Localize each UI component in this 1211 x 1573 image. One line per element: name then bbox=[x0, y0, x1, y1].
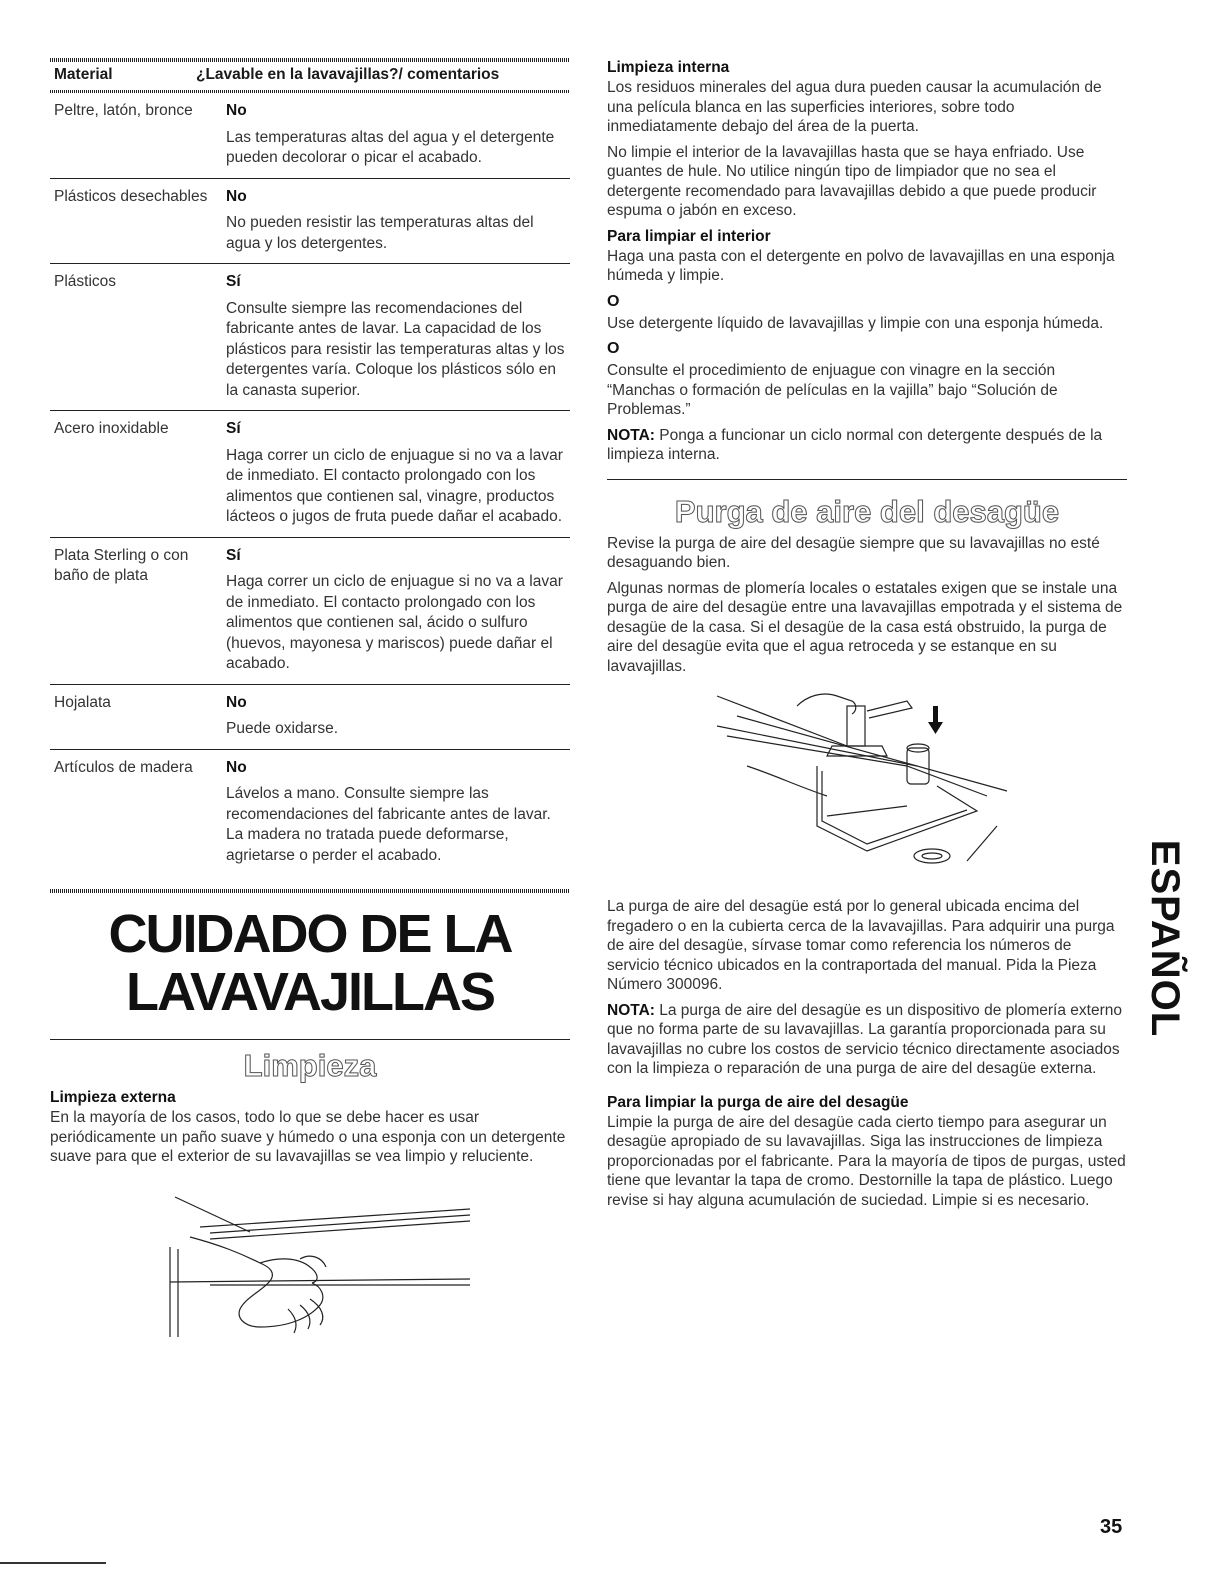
material-comment: No pueden resistir las temperaturas altas del agua y los detergentes. bbox=[226, 214, 534, 252]
washable-verdict: No bbox=[226, 758, 247, 776]
table-row bbox=[50, 750, 570, 876]
right-column bbox=[607, 58, 1127, 1216]
purga-p2: Algunas normas de plomería locales o estatales exigen que se instale una purga de aire del desagüe entre una lavavajillas empotrada y el sistema de desagüe de la casa. Si el desagüe de la casa está obstruido, la purga de aire del desagüe evita que el agua retroceda y se estanque en su lavavajillas. bbox=[607, 579, 1123, 675]
language-side-tab: ESPAÑOL bbox=[1143, 839, 1188, 1037]
main-title bbox=[50, 905, 570, 1021]
clean-air-gap-text: Limpie la purga de aire del desagüe cada cierto tiempo para asegurar un desagüe apropiado de su lavavajillas. Siga las instrucciones de limpieza proporcionadas por el fabricante. Para la mayoría de tipos de purgas, usted tiene que levantar la tapa de cromo. Destornille la tapa de plástico. Luego revise si hay alguna acumulación de suciedad. Limpie si es necesario. bbox=[607, 1113, 1126, 1209]
vinegar-rinse-text: Consulte el procedimiento de enjuague con vinagre en la sección “Manchas o formación de películas en la vajilla” bajo “Solución de Problemas.” bbox=[607, 362, 1058, 418]
main-title-line-1: CUIDADO DE LA bbox=[108, 904, 512, 964]
external-cleaning-heading: Limpieza externa bbox=[50, 1089, 176, 1106]
material-name: Plata Sterling o con baño de plata bbox=[54, 546, 189, 584]
purga-title: Purga de aire del desagüe bbox=[674, 493, 1060, 529]
washable-verdict: No bbox=[226, 102, 247, 119]
or-separator: O bbox=[607, 292, 620, 310]
page-number: 35 bbox=[1100, 1516, 1123, 1538]
washable-verdict: Sí bbox=[226, 546, 241, 564]
internal-note bbox=[607, 426, 1127, 465]
washable-verdict: No bbox=[226, 693, 247, 711]
material-table bbox=[50, 93, 570, 875]
purga-p1: Revise la purga de aire del desagüe siempre que su lavavajillas no esté desaguando bien. bbox=[607, 534, 1100, 571]
left-column bbox=[50, 58, 570, 1362]
material-comment: Haga correr un ciclo de enjuague si no va a lavar de inmediato. El contacto prolongado con los alimentos que contienen sal, ácido o sulfuro (huevos, mayonesa y mariscos) puede dañar el acabado. bbox=[226, 573, 563, 672]
material-comment: Lávelos a mano. Consulte siempre las recomendaciones del fabricante antes de lavar. La madera no tratada puede deformarse, agrietarse o perder el acabado. bbox=[226, 785, 551, 864]
table-row bbox=[50, 179, 570, 265]
main-title-line-2: LAVAVAJILLAS bbox=[125, 962, 494, 1022]
clean-interior-text: Haga una pasta con el detergente en polvo de lavavajillas en una esponja húmeda y limpie. bbox=[607, 247, 1115, 284]
table-row bbox=[50, 411, 570, 538]
material-comment: Puede oxidarse. bbox=[226, 720, 339, 737]
table-row bbox=[50, 264, 570, 411]
material-name: Plásticos bbox=[54, 273, 117, 290]
section-divider bbox=[50, 889, 570, 893]
limpieza-rule bbox=[50, 1039, 570, 1040]
external-cleaning-text: En la mayoría de los casos, todo lo que se debe hacer es usar periódicamente un paño suave y húmedo o una esponja con un detergente suave para que el exterior de su lavavajillas se vea limpio y reluciente. bbox=[50, 1109, 566, 1165]
internal-cleaning-heading: Limpieza interna bbox=[607, 59, 730, 76]
material-comment: Las temperaturas altas del agua y el detergente pueden decolorar o picar el acabado. bbox=[226, 128, 555, 166]
material-name: Acero inoxidable bbox=[54, 420, 169, 437]
material-column-header: Material bbox=[54, 66, 113, 83]
note-text: Ponga a funcionar un ciclo normal con detergente después de la limpieza interna. bbox=[607, 426, 1103, 463]
washable-verdict: Sí bbox=[226, 420, 241, 437]
purga-note bbox=[607, 1001, 1127, 1079]
material-name: Plásticos desechables bbox=[54, 187, 208, 205]
material-name: Hojalata bbox=[54, 693, 111, 711]
material-name: Artículos de madera bbox=[54, 758, 193, 776]
material-name: Peltre, latón, bronce bbox=[54, 102, 193, 119]
liquid-detergent-text: Use detergente líquido de lavavajillas y limpie con una esponja húmeda. bbox=[607, 314, 1104, 332]
air-gap-illustration bbox=[707, 686, 1037, 886]
wiping-illustration bbox=[150, 1187, 510, 1357]
note-label: NOTA: bbox=[607, 426, 655, 444]
purga-p3: La purga de aire del desagüe está por lo general ubicada encima del fregadero o en la cubierta cerca de la lavavajillas. Para adquirir una purga de aire del desagüe, sírvase tomar como referencia los números de servicio técnico ubicados en la contraportada del manual. Pida la Pieza Número 300096. bbox=[607, 898, 1115, 993]
material-comment: Haga correr un ciclo de enjuague si no va a lavar de inmediato. El contacto prolongado con los alimentos que contienen sal, vinagre, productos lácteos o jugos de fruta puede dañar el acabado. bbox=[226, 446, 563, 525]
note-text: La purga de aire del desagüe es un dispositivo de plomería externo que no forma parte de su lavavajillas. La garantía proporcionada para su lavavajillas no cubre los costos de servicio técnico directamente asociados con la limpieza o reparación de una purga de aire del desagüe externa. bbox=[607, 1001, 1122, 1077]
table-header bbox=[50, 62, 570, 90]
note-label: NOTA: bbox=[607, 1001, 655, 1019]
internal-cleaning-p1: Los residuos minerales del agua dura pueden causar la acumulación de una película blanca en las superficies interiores, sobre todo inmediatamente debajo del área de la puerta. bbox=[607, 79, 1102, 135]
table-row bbox=[50, 538, 570, 685]
material-comment: Consulte siempre las recomendaciones del fabricante antes de lavar. La capacidad de los plásticos para resistir las temperaturas altas y los detergentes varía. Coloque los plásticos sólo en la canasta superior. bbox=[226, 299, 565, 399]
washable-verdict: No bbox=[226, 187, 247, 205]
clean-interior-heading: Para limpiar el interior bbox=[607, 227, 771, 245]
purga-rule bbox=[607, 479, 1127, 480]
washable-verdict: Sí bbox=[226, 273, 241, 290]
limpieza-title: Limpieza bbox=[243, 1048, 377, 1083]
clean-air-gap-heading: Para limpiar la purga de aire del desagüe bbox=[607, 1093, 909, 1111]
or-separator: O bbox=[607, 340, 620, 357]
dishwasher-safe-column-header: ¿Lavable en la lavavajillas?/ comentarios bbox=[196, 66, 500, 83]
table-row bbox=[50, 93, 570, 179]
table-row bbox=[50, 685, 570, 750]
internal-cleaning-p2: No limpie el interior de la lavavajillas hasta que se haya enfriado. Use guantes de hule. No utilice ningún tipo de limpiador que no sea el detergente recomendado para lavavajillas debido a que puede producir espuma o jabón en exceso. bbox=[607, 143, 1097, 219]
footer-mark bbox=[0, 1562, 106, 1564]
